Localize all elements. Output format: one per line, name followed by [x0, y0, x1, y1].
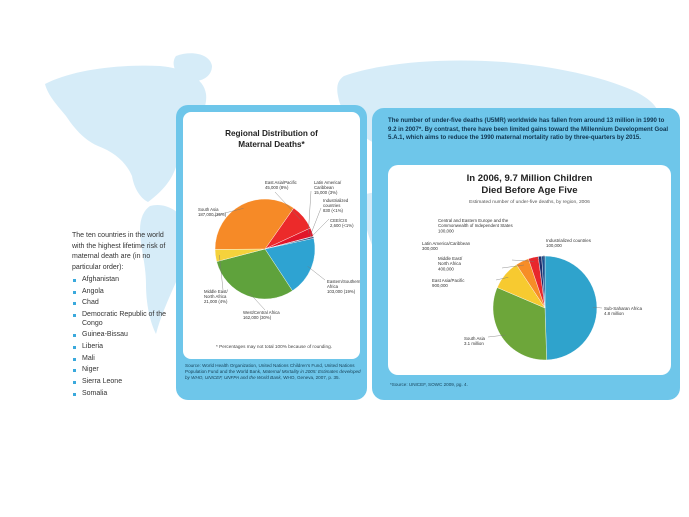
list-item: Chad — [72, 299, 172, 308]
slice-label-central-and-eastern-europe-and-the-commonwealth-of-independent-states: 100,000 — [438, 228, 454, 234]
slice-label-middle-east-north-africa: 21,000 (4%) — [204, 299, 228, 304]
slice-label-sub-saharan-africa: Sub-Saharan Africa — [604, 306, 643, 311]
slice-label-east-asia-pacific: 900,000 — [432, 283, 448, 289]
child-deaths-source: *Source: UNICEF, SOWC 2009, pg. 4. — [390, 382, 468, 387]
list-item: Guinea-Bissau — [72, 331, 172, 340]
list-item: Liberia — [72, 343, 172, 352]
slice-label-central-and-eastern-europe-and-the-commonwealth-of-independent-states: Commonwealth of Independent States — [438, 223, 513, 229]
slice-label-middle-east-north-africa: North Africa — [438, 261, 461, 267]
list-item: Democratic Republic of the Congo — [72, 311, 172, 328]
slice-label-industrialized-countries: 830 (<1%) — [323, 208, 343, 213]
country-list-intro: The ten countries in the world with the highest lifetime risk of maternal death are (in no particular order): — [72, 232, 166, 271]
slice-label-industrialized-countries: 100,000 — [546, 243, 562, 249]
maternal-deaths-pie-chart — [183, 112, 360, 359]
chart-note: * Percentages may not total 100% because of rounding. — [216, 344, 332, 349]
slice-label-south-asia: South Asia — [464, 336, 485, 341]
slice-label-middle-east-north-africa: North Africa — [204, 294, 227, 299]
chart-subtitle: Estimated number of under-five deaths, by region, 2006 — [469, 200, 590, 205]
list-item: Mali — [72, 355, 172, 364]
list-item: Niger — [72, 366, 172, 375]
country-list-panel — [72, 231, 172, 401]
slice-label-south-asia: 187,000 (35%) — [198, 212, 227, 217]
slice-label-cee-cis: CEE/CIS — [330, 218, 348, 223]
slice-label-latin-america-caribbean: 15,000 (3%) — [314, 190, 338, 195]
slice-label-west-central-africa: West/Central Africa — [243, 310, 280, 315]
child-deaths-intro: The number of under-five deaths (U5MR) worldwide has fallen from around 13 million in 1990 to 9.2 in 2007*. By contrast, there have been limited gains toward the Millennium Development Goal 5.A.1, which aims to reduce the 1990 maternal mortality ratio by three-quarters by 2015. — [388, 117, 669, 142]
slice-label-eastern-southern-africa: 103,000 (19%) — [327, 289, 356, 294]
country-list — [72, 276, 172, 398]
child-deaths-card — [372, 108, 680, 400]
list-item: Afghanistan — [72, 276, 172, 285]
slice-label-south-asia: South Asia — [198, 207, 219, 212]
slice-label-industrialized-countries: Industrialized — [323, 198, 349, 203]
chart-title-line-1: Regional Distribution of — [225, 129, 318, 138]
slice-label-cee-cis: 2,600 (<1%) — [330, 223, 354, 228]
slice-label-latin-america-caribbean: Caribbean — [314, 185, 334, 190]
slice-label-middle-east-north-africa: 400,000 — [438, 266, 454, 272]
pie-slice-sub-saharan-africa — [545, 256, 597, 360]
maternal-deaths-card — [176, 105, 367, 400]
chart-title-line-2: Died Before Age Five — [481, 185, 578, 196]
list-item: Somalia — [72, 390, 172, 399]
slice-label-west-central-africa: 162,000 (30%) — [243, 315, 272, 320]
slice-label-east-asia-pacific: 45,000 (8%) — [265, 185, 289, 190]
slice-label-middle-east-north-africa: Middle East/ — [438, 256, 463, 261]
slice-label-latin-america-caribbean: 300,000 — [422, 246, 438, 252]
slice-label-east-asia-pacific: East Asia/Pacific — [265, 180, 297, 185]
slice-label-industrialized-countries: Industrialized countries — [546, 238, 591, 243]
list-item: Sierra Leone — [72, 378, 172, 387]
slice-label-sub-saharan-africa: 4.8 million — [604, 311, 624, 317]
slice-label-east-asia-pacific: East Asia/Pacific — [432, 278, 465, 283]
maternal-deaths-chart-panel — [183, 112, 360, 359]
list-item: Angola — [72, 288, 172, 297]
chart-title-line-2: Maternal Deaths* — [238, 140, 305, 149]
slice-label-eastern-southern-africa: Africa — [327, 284, 338, 289]
slice-label-latin-america-caribbean: Latin America/Caribbean — [422, 241, 471, 246]
chart-title-line-1: In 2006, 9.7 Million Children — [466, 173, 593, 184]
leader-line-eastern-southern-africa — [308, 266, 325, 280]
leader-line-cee-cis — [310, 219, 329, 238]
slice-label-south-asia: 3.1 million — [464, 341, 484, 347]
maternal-deaths-source: Source: World Health Organization, United Nations Children's Fund, United Nations Population Fund and the World Bank, Maternal Mortality in 2005: Estimates developed by WHO, UNICEF, UNFPA and the World Bank, WHO, Geneva, 2007, p. 35. — [185, 363, 361, 381]
slice-label-eastern-southern-africa: Eastern/Southern — [327, 279, 360, 284]
slice-label-latin-america-caribbean: Latin America/ — [314, 180, 342, 185]
slice-label-central-and-eastern-europe-and-the-commonwealth-of-independent-states: Central and Eastern Europe and the — [438, 218, 509, 223]
slice-label-middle-east-north-africa: Middle East/ — [204, 289, 228, 294]
slice-label-industrialized-countries: countries — [323, 203, 341, 208]
child-deaths-chart-panel — [388, 165, 671, 375]
child-deaths-pie-chart — [388, 165, 671, 375]
